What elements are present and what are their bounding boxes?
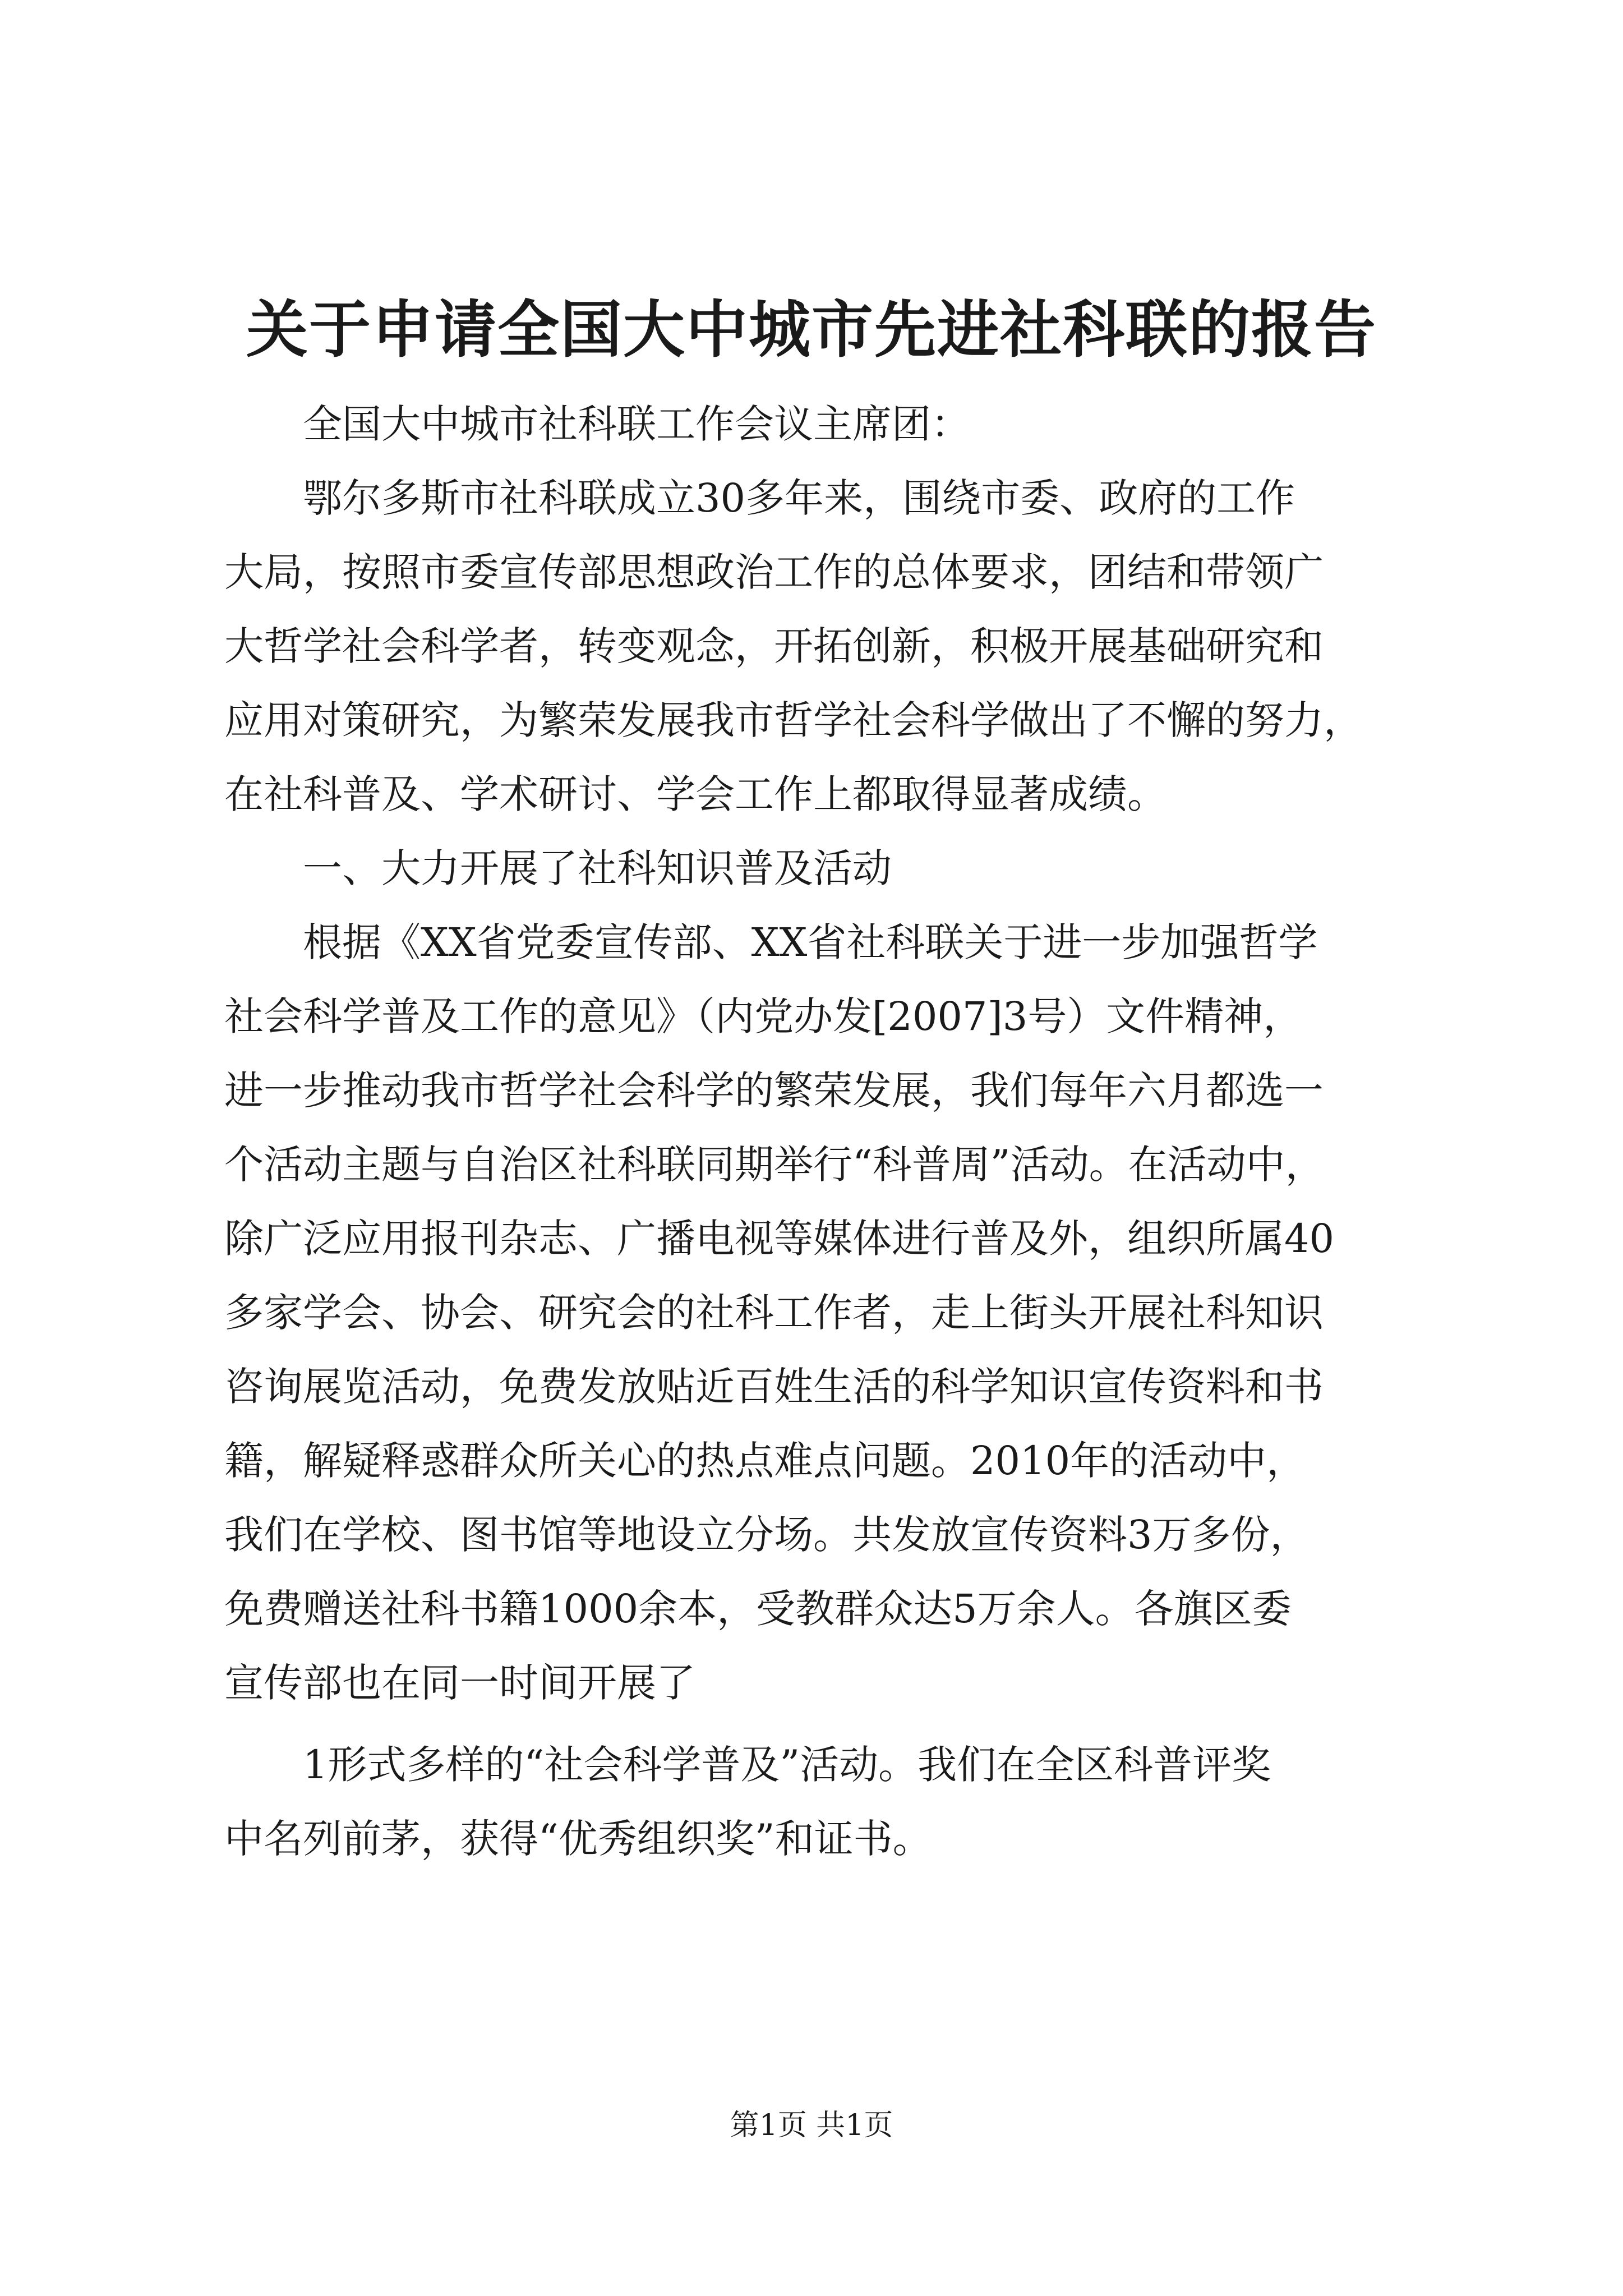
body-line: 1形式多样的“社会科学普及”活动。我们在全区科普评奖 (303, 1742, 1271, 1788)
body-line: 根据《XX省党委宣传部、XX省社科联关于进一步加强哲学 (303, 919, 1318, 965)
document-title: 关于申请全国大中城市先进社科联的报告 (246, 293, 1377, 366)
body-line: 进一步推动我市哲学社会科学的繁荣发展，我们每年六月都选一 (224, 1068, 1324, 1114)
section-heading: 一、大力开展了社科知识普及活动 (303, 845, 892, 891)
body-line: 除广泛应用报刊杂志、广播电视等媒体进行普及外，组织所属40 (224, 1216, 1335, 1262)
body-line: 在社科普及、学术研讨、学会工作上都取得显著成绩。 (224, 771, 1166, 817)
salutation: 全国大中城市社科联工作会议主席团： (303, 401, 970, 447)
body-line: 籍，解疑释惑群众所关心的热点难点问题。2010年的活动中， (224, 1438, 1306, 1484)
body-line: 社会科学普及工作的意见》（内党办发[2007]3号）文件精神， (224, 993, 1303, 1039)
body-line: 鄂尔多斯市社科联成立30多年来，围绕市委、政府的工作 (303, 475, 1295, 521)
body-line: 中名列前茅，获得“优秀组织奖”和证书。 (224, 1816, 932, 1862)
body-line: 应用对策研究，为繁荣发展我市哲学社会科学做出了不懈的努力， (224, 697, 1363, 743)
body-line: 个活动主题与自治区社科联同期举行“科普周”活动。在活动中， (224, 1142, 1325, 1188)
body-line: 大哲学社会科学者，转变观念，开拓创新，积极开展基础研究和 (224, 623, 1324, 669)
body-line: 我们在学校、图书馆等地设立分场。共发放宣传资料3万多份， (224, 1512, 1310, 1558)
body-line: 免费赠送社科书籍1000余本，受教群众达5万余人。各旗区委 (224, 1586, 1292, 1632)
body-line: 大局，按照市委宣传部思想政治工作的总体要求，团结和带领广 (224, 549, 1324, 595)
body-line: 宣传部也在同一时间开展了 (224, 1660, 695, 1706)
body-line: 多家学会、协会、研究会的社科工作者，走上街头开展社科知识 (224, 1290, 1324, 1336)
body-line: 咨询展览活动，免费发放贴近百姓生活的科学知识宣传资料和书 (224, 1364, 1324, 1410)
page-number: 第1页 共1页 (730, 2109, 893, 2142)
